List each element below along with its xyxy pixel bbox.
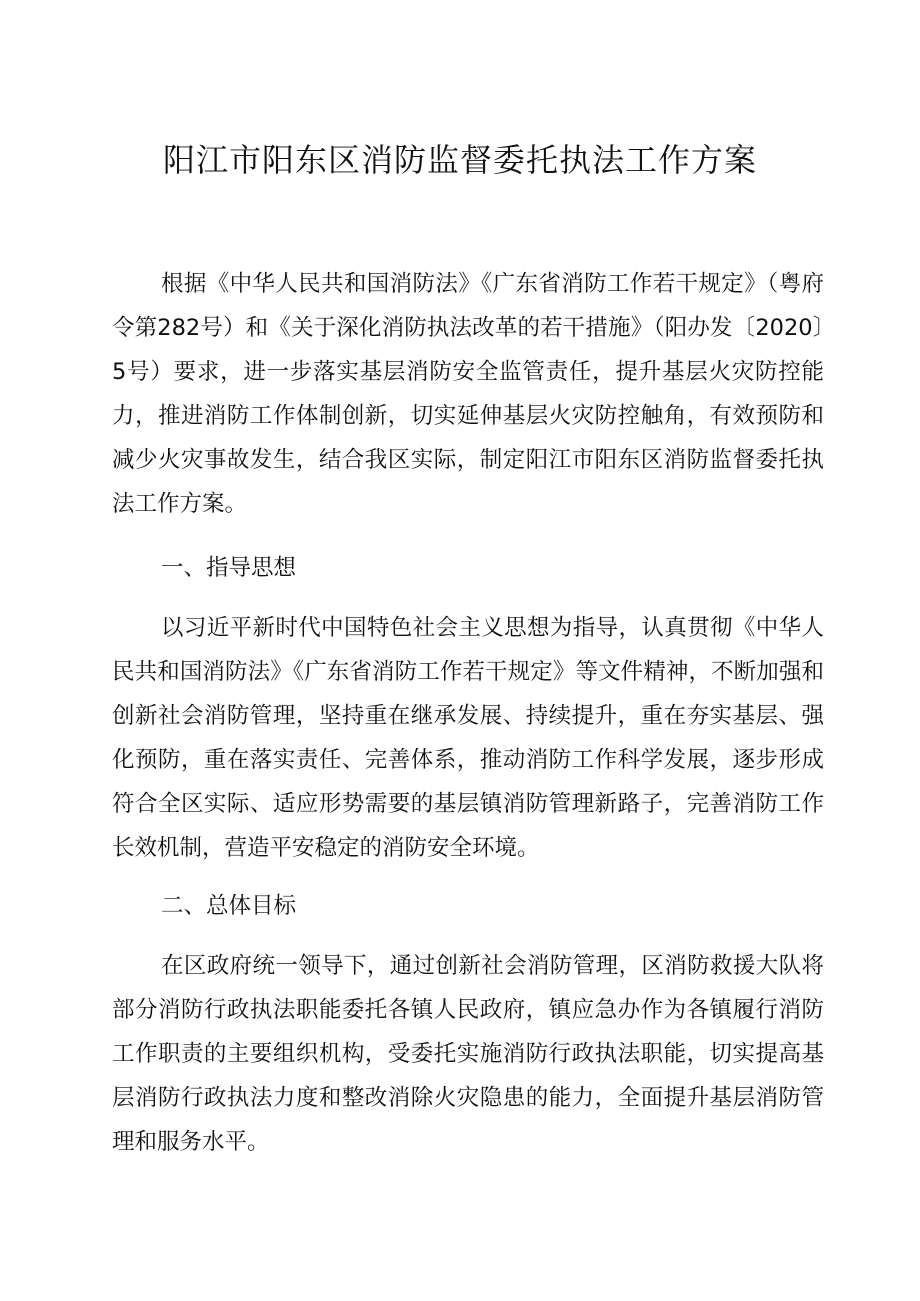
section-heading-guiding-ideology: 一、指导思想 <box>161 555 297 581</box>
intro-paragraph: 根据《中华人民共和国消防法》《广东省消防工作若干规定》（粤府令第282号）和《关于深化消防执法改革的若干措施》（阳办发〔2020〕5号）要求，进一步落实基层消防安全监管责任，提升基层火灾防控能力，推进消防工作体制创新，切实延伸基层火灾防控触角，有效预防和减少火灾事故发生，结合我区实际，制定阳江市阳东区消防监督委托执法工作方案。 <box>112 271 824 517</box>
guiding-ideology-paragraph: 以习近平新时代中国特色社会主义思想为指导，认真贯彻《中华人民共和国消防法》《广东省消防工作若干规定》等文件精神，不断加强和创新社会消防管理，坚持重在继承发展、持续提升，重在夯实基层、强化预防，重在落实责任、完善体系，推动消防工作科学发展，逐步形成符合全区实际、适应形势需要的基层镇消防管理新路子，完善消防工作长效机制，营造平安稳定的消防安全环境。 <box>112 615 824 861</box>
document-title: 阳江市阳东区消防监督委托执法工作方案 <box>162 141 757 179</box>
overall-goal-paragraph: 在区政府统一领导下，通过创新社会消防管理，区消防救援大队将部分消防行政执法职能委托各镇人民政府，镇应急办作为各镇履行消防工作职责的主要组织机构，受委托实施消防行政执法职能，切实提高基层消防行政执法力度和整改消除火灾隐患的能力，全面提升基层消防管理和服务水平。 <box>112 953 824 1155</box>
section-heading-overall-goal: 二、总体目标 <box>161 893 297 919</box>
